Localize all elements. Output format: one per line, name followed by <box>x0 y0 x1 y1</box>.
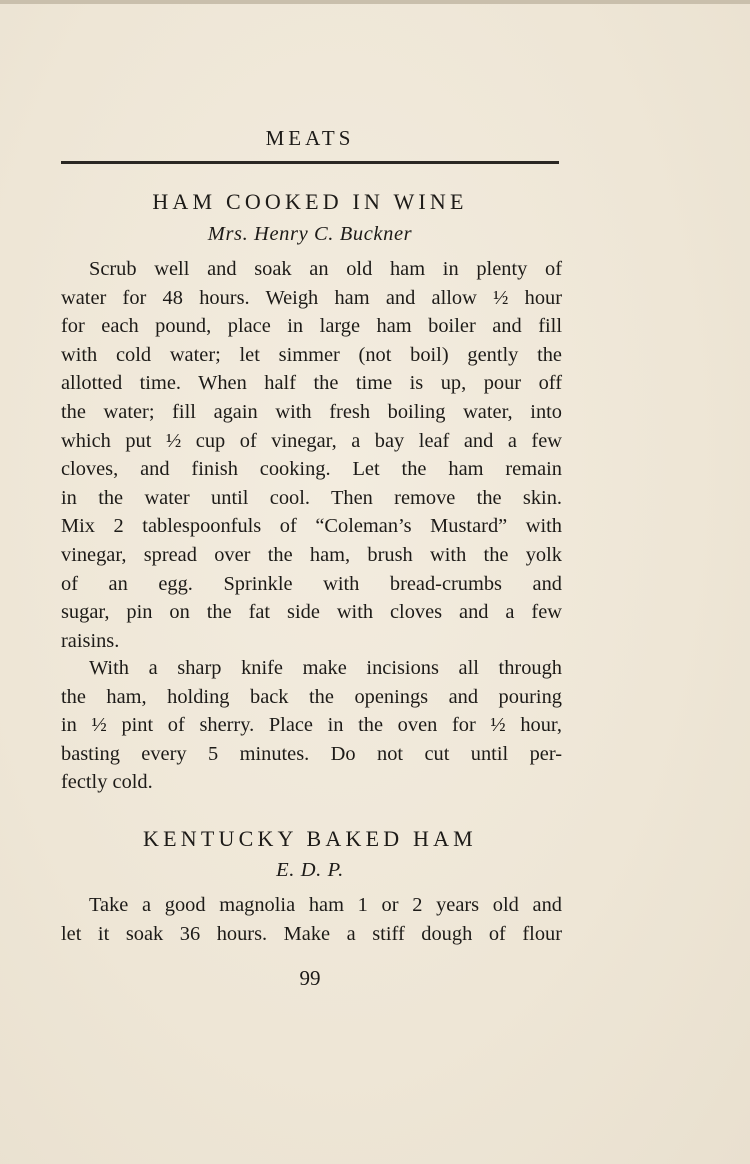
text-line: of an egg. Sprinkle with bread-crumbs and <box>61 572 562 595</box>
text-line: for each pound, place in large ham boiler and fill <box>61 315 562 338</box>
text-line: which put ½ cup of vinegar, a bay leaf and a few <box>61 429 562 452</box>
text-line: allotted time. When half the time is up, pour off <box>61 372 562 395</box>
text-line: sugar, pin on the fat side with cloves and a few <box>61 601 562 624</box>
text-line: Mix 2 tablespoonfuls of “Coleman’s Mustard” with <box>61 515 562 538</box>
text-line: water for 48 hours. Weigh ham and allow ½ hour <box>61 286 562 309</box>
text-line: fectly cold. <box>61 771 153 794</box>
recipe1-paragraph-1 <box>61 255 562 655</box>
recipe-author-2: E. D. P. <box>276 859 344 881</box>
recipe2-paragraph-1 <box>61 891 562 948</box>
recipe-title-ham-cooked-in-wine: HAM COOKED IN WINE <box>152 189 468 214</box>
text-line: cloves, and finish cooking. Let the ham remain <box>61 458 562 481</box>
text-line: With a sharp knife make incisions all through <box>89 657 562 679</box>
text-line: let it soak 36 hours. Make a stiff dough of flour <box>61 922 562 945</box>
text-line: Scrub well and soak an old ham in plenty of <box>89 258 562 280</box>
recipe-author-1: Mrs. Henry C. Buckner <box>207 223 413 245</box>
text-line: vinegar, spread over the ham, brush with the yolk <box>61 543 562 566</box>
running-head: MEATS <box>265 126 355 150</box>
text-line: the ham, holding back the openings and pouring <box>61 685 562 708</box>
page-top-edge <box>0 0 750 4</box>
text-line: Take a good magnolia ham 1 or 2 years old and <box>89 894 562 916</box>
text-line: in ½ pint of sherry. Place in the oven for ½ hour, <box>61 714 562 737</box>
recipe1-paragraph-2 <box>61 654 562 797</box>
page-number: 99 <box>299 966 321 990</box>
text-line: in the water until cool. Then remove the skin. <box>61 486 562 509</box>
text-line: with cold water; let simmer (not boil) gently the <box>61 343 562 366</box>
text-line: the water; fill again with fresh boiling water, into <box>61 400 562 423</box>
text-line: basting every 5 minutes. Do not cut until per- <box>61 742 562 765</box>
header-rule <box>61 161 559 164</box>
recipe-title-kentucky-baked-ham: KENTUCKY BAKED HAM <box>143 826 477 851</box>
text-line: raisins. <box>61 629 120 652</box>
